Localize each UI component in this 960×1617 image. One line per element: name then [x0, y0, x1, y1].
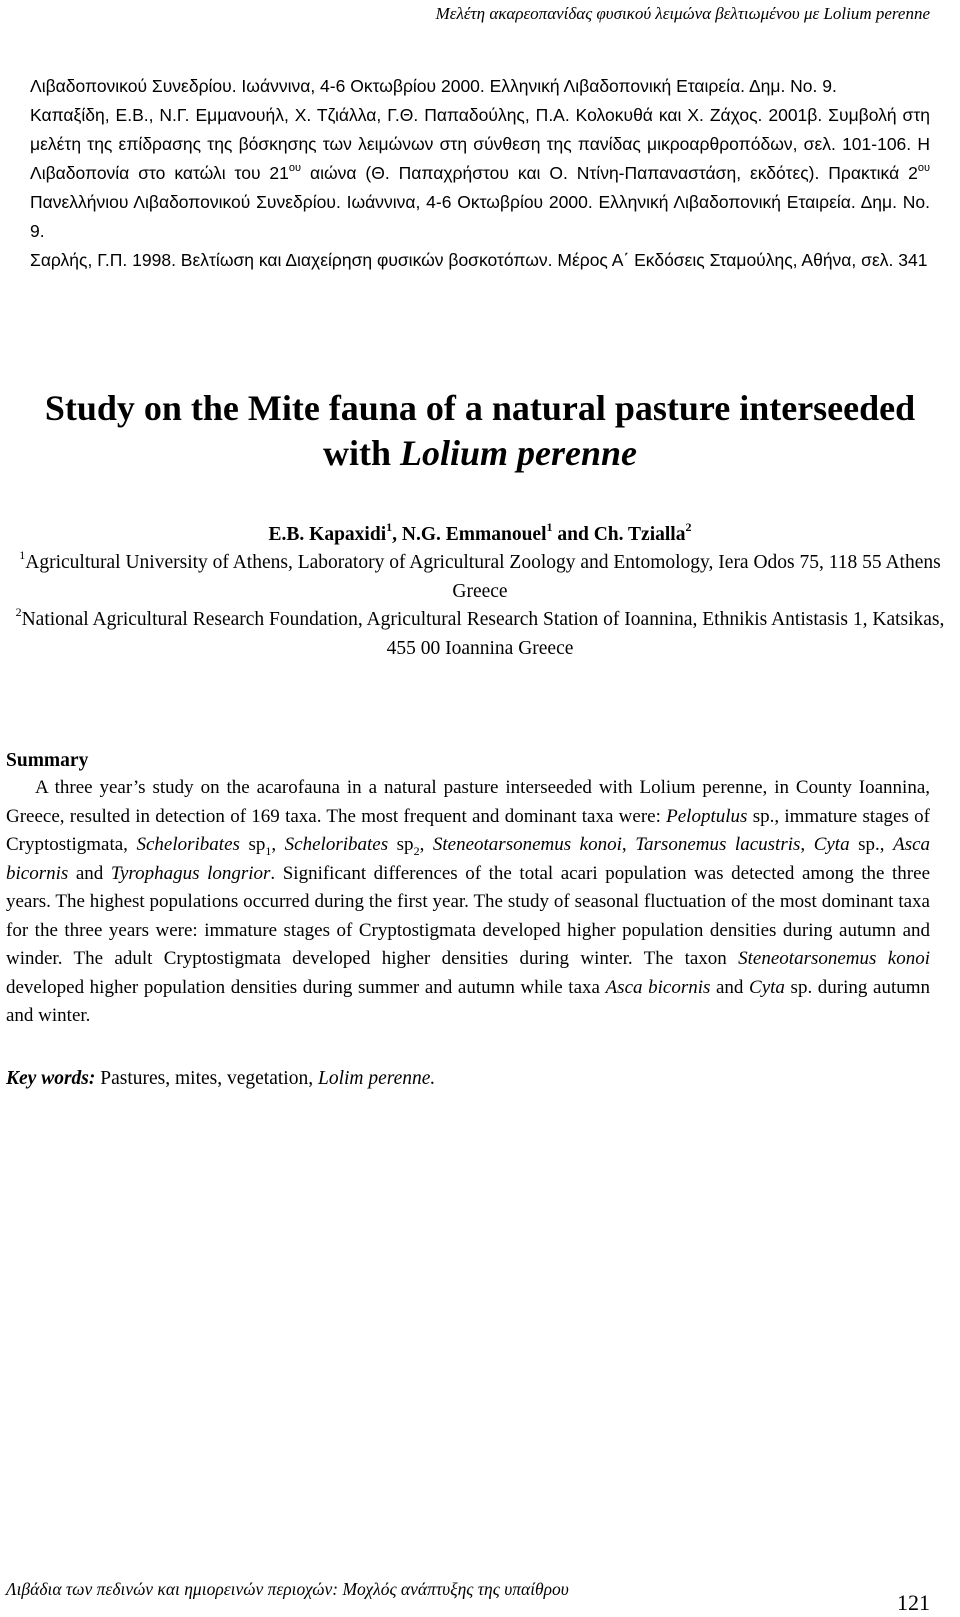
reference-item: Σαρλής, Γ.Π. 1998. Βελτίωση και Διαχείρηση φυσικών βοσκοτόπων. Μέρος Α΄ Εκδόσεις Σταμούλης, Αθήνα, σελ. 341: [30, 250, 928, 270]
reference-item: Λιβαδοπονικού Συνεδρίου. Ιωάννινα, 4-6 Οκτωβρίου 2000. Ελληνική Λιβαδοπονική Εταιρεία. Δημ. Νο. 9.: [30, 76, 837, 96]
affiliations: [0, 549, 960, 663]
author-name: Ch. Tzialla: [593, 524, 686, 545]
author-name: N.G. Emmanouel: [401, 524, 547, 545]
running-header: Μελέτη ακαρεοπανίδας φυσικού λειμώνα βελτιωμένου με Lolium perenne: [435, 4, 930, 23]
article-title: [0, 386, 960, 476]
page-number: 121: [897, 1590, 930, 1615]
reference-item: Καπαξίδη, Ε.Β., Ν.Γ. Εμμανουήλ, Χ. Τζιάλλα, Γ.Θ. Παπαδούλης, Π.Α. Κολοκυθά και Χ. Ζάχος. 2001β. Συμβολή στη μελέτη της επίδρασης της βόσκησης των λειμώνων στη σύνθεση της πανίδας μικροαρθροπόδων, σελ. 101-106. Η Λιβαδοπονία στο κατώλι του $21^{o\upsilon}$ αιώνα (Θ. Παπαχρήστου και Ο. Ντίνη-Παπαναστάση, εκδότες). Πρακτικά $2^{o\upsilon}$ Πανελλήνιου Λιβαδοπονικού Συνεδρίου. Ιωάννινα, 4-6 Οκτωβρίου 2000. Ελληνική Λιβαδοπονική Εταιρεία. Δημ. Νο. 9.: [30, 105, 931, 241]
references-continued: [30, 72, 930, 275]
title-line-2: with Lolium perenne: [322, 433, 638, 473]
keywords: Key words: Pastures, mites, vegetation, Lolim perenne.: [6, 1068, 436, 1089]
author-name: E.B. Kapaxidi: [268, 524, 387, 545]
summary-heading: Summary: [6, 750, 89, 771]
keywords-label: Key words:: [6, 1068, 96, 1089]
affiliation-2: $^2$National Agricultural Research Foundation, Agricultural Research Station of Ioannina, Ethnikis Antistasis 1, Katsikas, 455 00 Ioannina Greece: [15, 604, 945, 659]
affiliation-1: $^1$Agricultural University of Athens, Laboratory of Agricultural Zoology and Entomology, Iera Odos 75, 118 55 Athens Greece: [19, 547, 941, 602]
running-footer: Λιβάδια των πεδινών και ημιορεινών περιοχών: Μοχλός ανάπτυξης της υπαίθρου: [6, 1579, 569, 1599]
title-line-1: Study on the Mite fauna of a natural pasture interseeded: [44, 388, 916, 428]
summary-paragraph: A three year’s study on the acarofauna in a natural pasture interseeded with Lolium perenne, in County Ioannina, Greece, resulted in detection of 169 taxa. The most frequent and dominant taxa were: Peloptulus sp., immature stages of Cryptostigmata, Scheloribates $sp_1$, Scheloribates $sp_2$, Steneotarsonemus konoi, Tarsonemus lacustris, Cyta sp., Asca bicornis and Tyrophagus longrior. Significant differences of the total acari population was detected among the three years. The highest populations occurred during the first year. The study of seasonal fluctuation of the most dominant taxa for the three years were: immature stages of Cryptostigmata developed higher population densities during autumn and winder. The adult Cryptostigmata developed higher densities during winter. The taxon Steneotarsonemus konoi developed higher population densities during summer and autumn while taxa Asca bicornis and Cyta sp. during autumn and winter.: [6, 777, 931, 1026]
author-list: E.B. Kapaxidi$^1$, N.G. Emmanouel$^1$ and Ch. Tzialla$^2$: [268, 519, 692, 545]
